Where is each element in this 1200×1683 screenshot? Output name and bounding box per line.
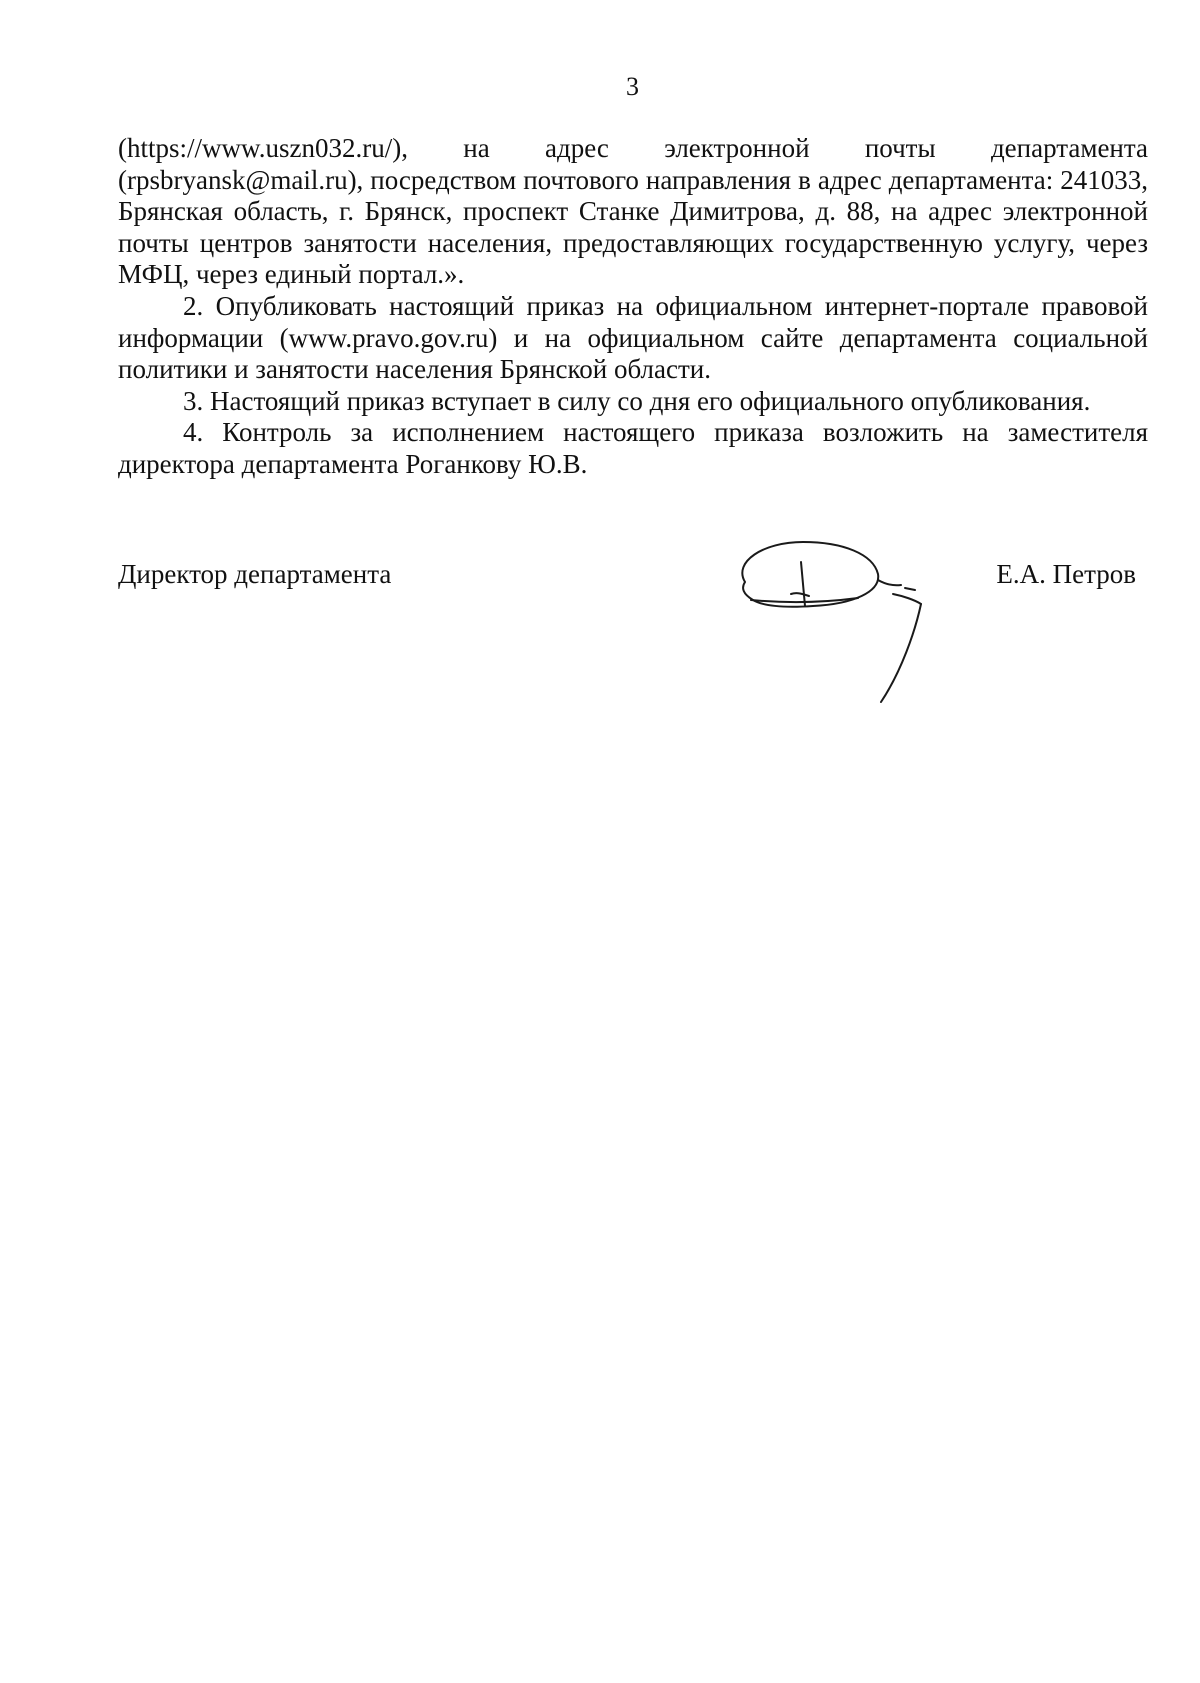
signatory-name: Е.А. Петров bbox=[996, 559, 1136, 589]
paragraph-item-2-publish: 2. Опубликовать настоящий приказ на официальном интернет-портале правовой информации (www.pravo.gov.ru) и на официальном сайте департамента социальной политики и занятости населения Брянской области. bbox=[118, 290, 1148, 385]
paragraph-contact-methods: (https://www.uszn032.ru/), на адрес электронной почты департамента (rpsbryansk@mail.ru), посредством почтового направления в адрес департамента: 241033, Брянская область, г. Брянск, проспект Станке Димитрова, д. 88, на адрес электронной почты центров занятости населения, предоставляющих государственную услугу, через МФЦ, через единый портал.». bbox=[118, 133, 1148, 290]
handwritten-signature bbox=[693, 522, 993, 722]
signatory-position: Директор департамента bbox=[118, 559, 392, 589]
paragraph-item-3-effective-date: 3. Настоящий приказ вступает в силу со дня его официального опубликования. bbox=[183, 385, 1091, 416]
paragraph-item-4-control: 4. Контроль за исполнением настоящего приказа возложить на заместителя директора департамента Роганкову Ю.В. bbox=[118, 417, 1148, 479]
page-number: 3 bbox=[626, 72, 639, 101]
document-body bbox=[118, 133, 1148, 481]
signature-block bbox=[118, 540, 1148, 720]
